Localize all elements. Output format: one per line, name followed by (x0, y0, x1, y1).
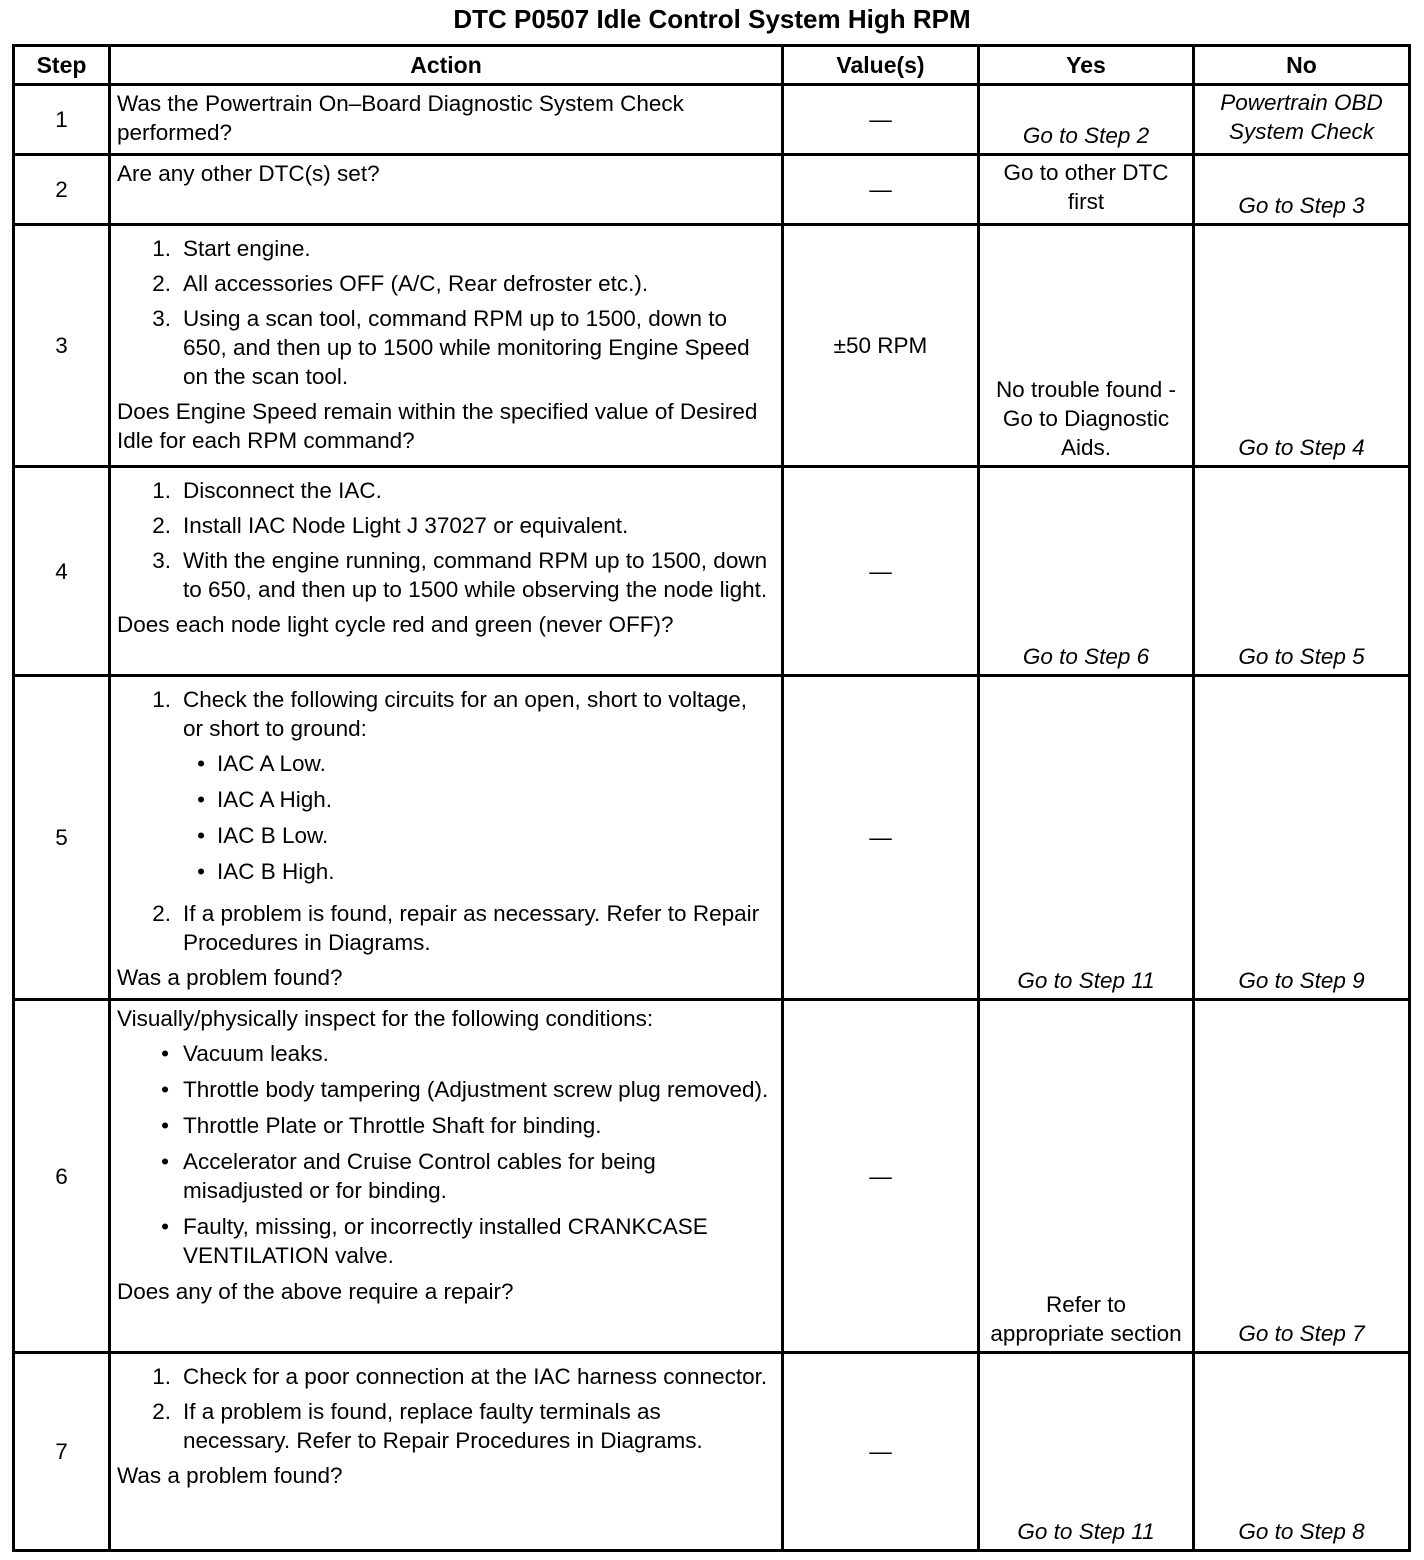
action-cell (110, 85, 783, 155)
circuit-text: IAC B Low. (217, 823, 329, 848)
step-number: 5 (14, 676, 110, 1000)
action-cell (110, 676, 783, 1000)
condition-item (117, 1039, 773, 1068)
step-number: 4 (14, 467, 110, 676)
bullet-icon: • (197, 823, 205, 848)
numbered-step (117, 1362, 773, 1391)
action-cell (110, 1353, 783, 1551)
yes-result: Go to Step 11 (979, 1353, 1194, 1551)
table-row (14, 1353, 1410, 1551)
bullet-icon: • (161, 1149, 169, 1174)
step-text (183, 511, 773, 540)
diagnostic-table (12, 44, 1411, 1552)
step-index: 2. (152, 513, 171, 538)
numbered-step (117, 546, 773, 604)
header-action: Action (110, 46, 783, 85)
step-index: 3. (152, 548, 171, 573)
step-text-line: With the engine running, command RPM up to 1500, down to 650, and then up to 1500 while observing the node light. (183, 548, 768, 602)
step-text-line: Disconnect the IAC. (183, 478, 382, 503)
step-text (183, 476, 773, 505)
step-index: 1. (152, 687, 171, 712)
no-result: Go to Step 4 (1194, 225, 1410, 467)
header-step: Step (14, 46, 110, 85)
step-index: 2. (152, 271, 171, 296)
value-cell: — (783, 1000, 979, 1353)
condition-item (117, 1111, 773, 1140)
step-text-line: Check for a poor connection at the IAC harness connector. (183, 1364, 768, 1389)
step-text-line: Check the following circuits for an open, short to voltage, or short to ground: (183, 687, 748, 741)
table-row (14, 225, 1410, 467)
no-result: Powertrain OBD System Check (1194, 85, 1410, 155)
step-index: 1. (152, 236, 171, 261)
value-cell: — (783, 85, 979, 155)
bullet-icon: • (197, 859, 205, 884)
value-cell: — (783, 155, 979, 225)
circuit-text: IAC A Low. (217, 751, 326, 776)
numbered-step (117, 899, 773, 957)
action-question: Does each node light cycle red and green (never OFF)? (117, 612, 674, 637)
action-question: Does Engine Speed remain within the specified value of Desired Idle for each RPM command? (117, 399, 758, 453)
step-number: 3 (14, 225, 110, 467)
value-cell: ±50 RPM (783, 225, 979, 467)
bullet-icon: • (161, 1113, 169, 1138)
condition-text: Throttle Plate or Throttle Shaft for binding. (183, 1113, 602, 1138)
header-value: Value(s) (783, 46, 979, 85)
numbered-step (117, 511, 773, 540)
step-number: 7 (14, 1353, 110, 1551)
table-row (14, 467, 1410, 676)
circuit-item (183, 749, 773, 778)
action-question: Was a problem found? (117, 1463, 343, 1488)
step-index: 2. (152, 901, 171, 926)
action-cell (110, 155, 783, 225)
bullet-icon: • (161, 1214, 169, 1239)
step-index: 1. (152, 1364, 171, 1389)
value-cell: — (783, 467, 979, 676)
step-text (183, 1362, 773, 1391)
step-text (183, 685, 773, 893)
step-text (183, 899, 773, 957)
no-result: Go to Step 9 (1194, 676, 1410, 1000)
step-number: 2 (14, 155, 110, 225)
header-no: No (1194, 46, 1410, 85)
action-cell (110, 467, 783, 676)
step-number: 1 (14, 85, 110, 155)
yes-result: Go to other DTC first (979, 155, 1194, 225)
circuit-item (183, 821, 773, 850)
bullet-icon: • (197, 787, 205, 812)
circuit-text: IAC A High. (217, 787, 333, 812)
step-text-line: Start engine. (183, 236, 311, 261)
numbered-step (117, 476, 773, 505)
bullet-icon: • (197, 751, 205, 776)
action-cell (110, 1000, 783, 1353)
yes-result: No trouble found - Go to Diagnostic Aids. (979, 225, 1194, 467)
circuit-text: IAC B High. (217, 859, 335, 884)
step-text-line: Install IAC Node Light J 37027 or equivalent. (183, 513, 629, 538)
step-index: 2. (152, 1399, 171, 1424)
step-text-line: If a problem is found, repair as necessary. Refer to Repair Procedures in Diagrams. (183, 901, 760, 955)
step-number: 6 (14, 1000, 110, 1353)
yes-result: Go to Step 6 (979, 467, 1194, 676)
no-result: Go to Step 3 (1194, 155, 1410, 225)
condition-text: Faulty, missing, or incorrectly installed CRANKCASE VENTILATION valve. (183, 1214, 708, 1268)
circuit-item (183, 857, 773, 886)
action-intro: Visually/physically inspect for the following conditions: (117, 1006, 654, 1031)
numbered-step (117, 269, 773, 298)
step-text (183, 304, 773, 391)
table-row (14, 155, 1410, 225)
numbered-step (117, 1397, 773, 1455)
table-row (14, 85, 1410, 155)
step-text-line: Using a scan tool, command RPM up to 1500, down to 650, and then up to 1500 while monitoring Engine Speed on the scan tool. (183, 306, 750, 389)
header-yes: Yes (979, 46, 1194, 85)
header-row (14, 46, 1410, 85)
numbered-step (117, 685, 773, 893)
step-text-line: All accessories OFF (A/C, Rear defroster etc.). (183, 271, 649, 296)
action-question: Does any of the above require a repair? (117, 1279, 514, 1304)
numbered-step (117, 304, 773, 391)
table-body (14, 85, 1410, 1551)
bullet-icon: • (161, 1077, 169, 1102)
no-result: Go to Step 5 (1194, 467, 1410, 676)
step-index: 1. (152, 478, 171, 503)
condition-text: Accelerator and Cruise Control cables for being misadjusted or for binding. (183, 1149, 656, 1203)
value-cell: — (783, 1353, 979, 1551)
step-text (183, 546, 773, 604)
condition-item (117, 1212, 773, 1270)
step-text (183, 1397, 773, 1455)
circuit-item (183, 785, 773, 814)
action-intro: Was the Powertrain On–Board Diagnostic System Check performed? (117, 91, 684, 145)
no-result: Go to Step 7 (1194, 1000, 1410, 1353)
step-text-line: If a problem is found, replace faulty terminals as necessary. Refer to Repair Procedures in Diagrams. (183, 1399, 703, 1453)
yes-result: Refer to appropriate section (979, 1000, 1194, 1353)
no-result: Go to Step 8 (1194, 1353, 1410, 1551)
yes-result: Go to Step 2 (979, 85, 1194, 155)
table-row (14, 1000, 1410, 1353)
bullet-icon: • (161, 1041, 169, 1066)
page-title: DTC P0507 Idle Control System High RPM (453, 4, 971, 34)
step-text (183, 234, 773, 263)
step-index: 3. (152, 306, 171, 331)
condition-text: Vacuum leaks. (183, 1041, 329, 1066)
condition-text: Throttle body tampering (Adjustment screw plug removed). (183, 1077, 769, 1102)
condition-item (117, 1075, 773, 1104)
yes-result: Go to Step 11 (979, 676, 1194, 1000)
action-intro: Are any other DTC(s) set? (117, 161, 380, 186)
condition-item (117, 1147, 773, 1205)
action-cell (110, 225, 783, 467)
step-text (183, 269, 773, 298)
numbered-step (117, 234, 773, 263)
value-cell: — (783, 676, 979, 1000)
action-question: Was a problem found? (117, 965, 343, 990)
table-row (14, 676, 1410, 1000)
